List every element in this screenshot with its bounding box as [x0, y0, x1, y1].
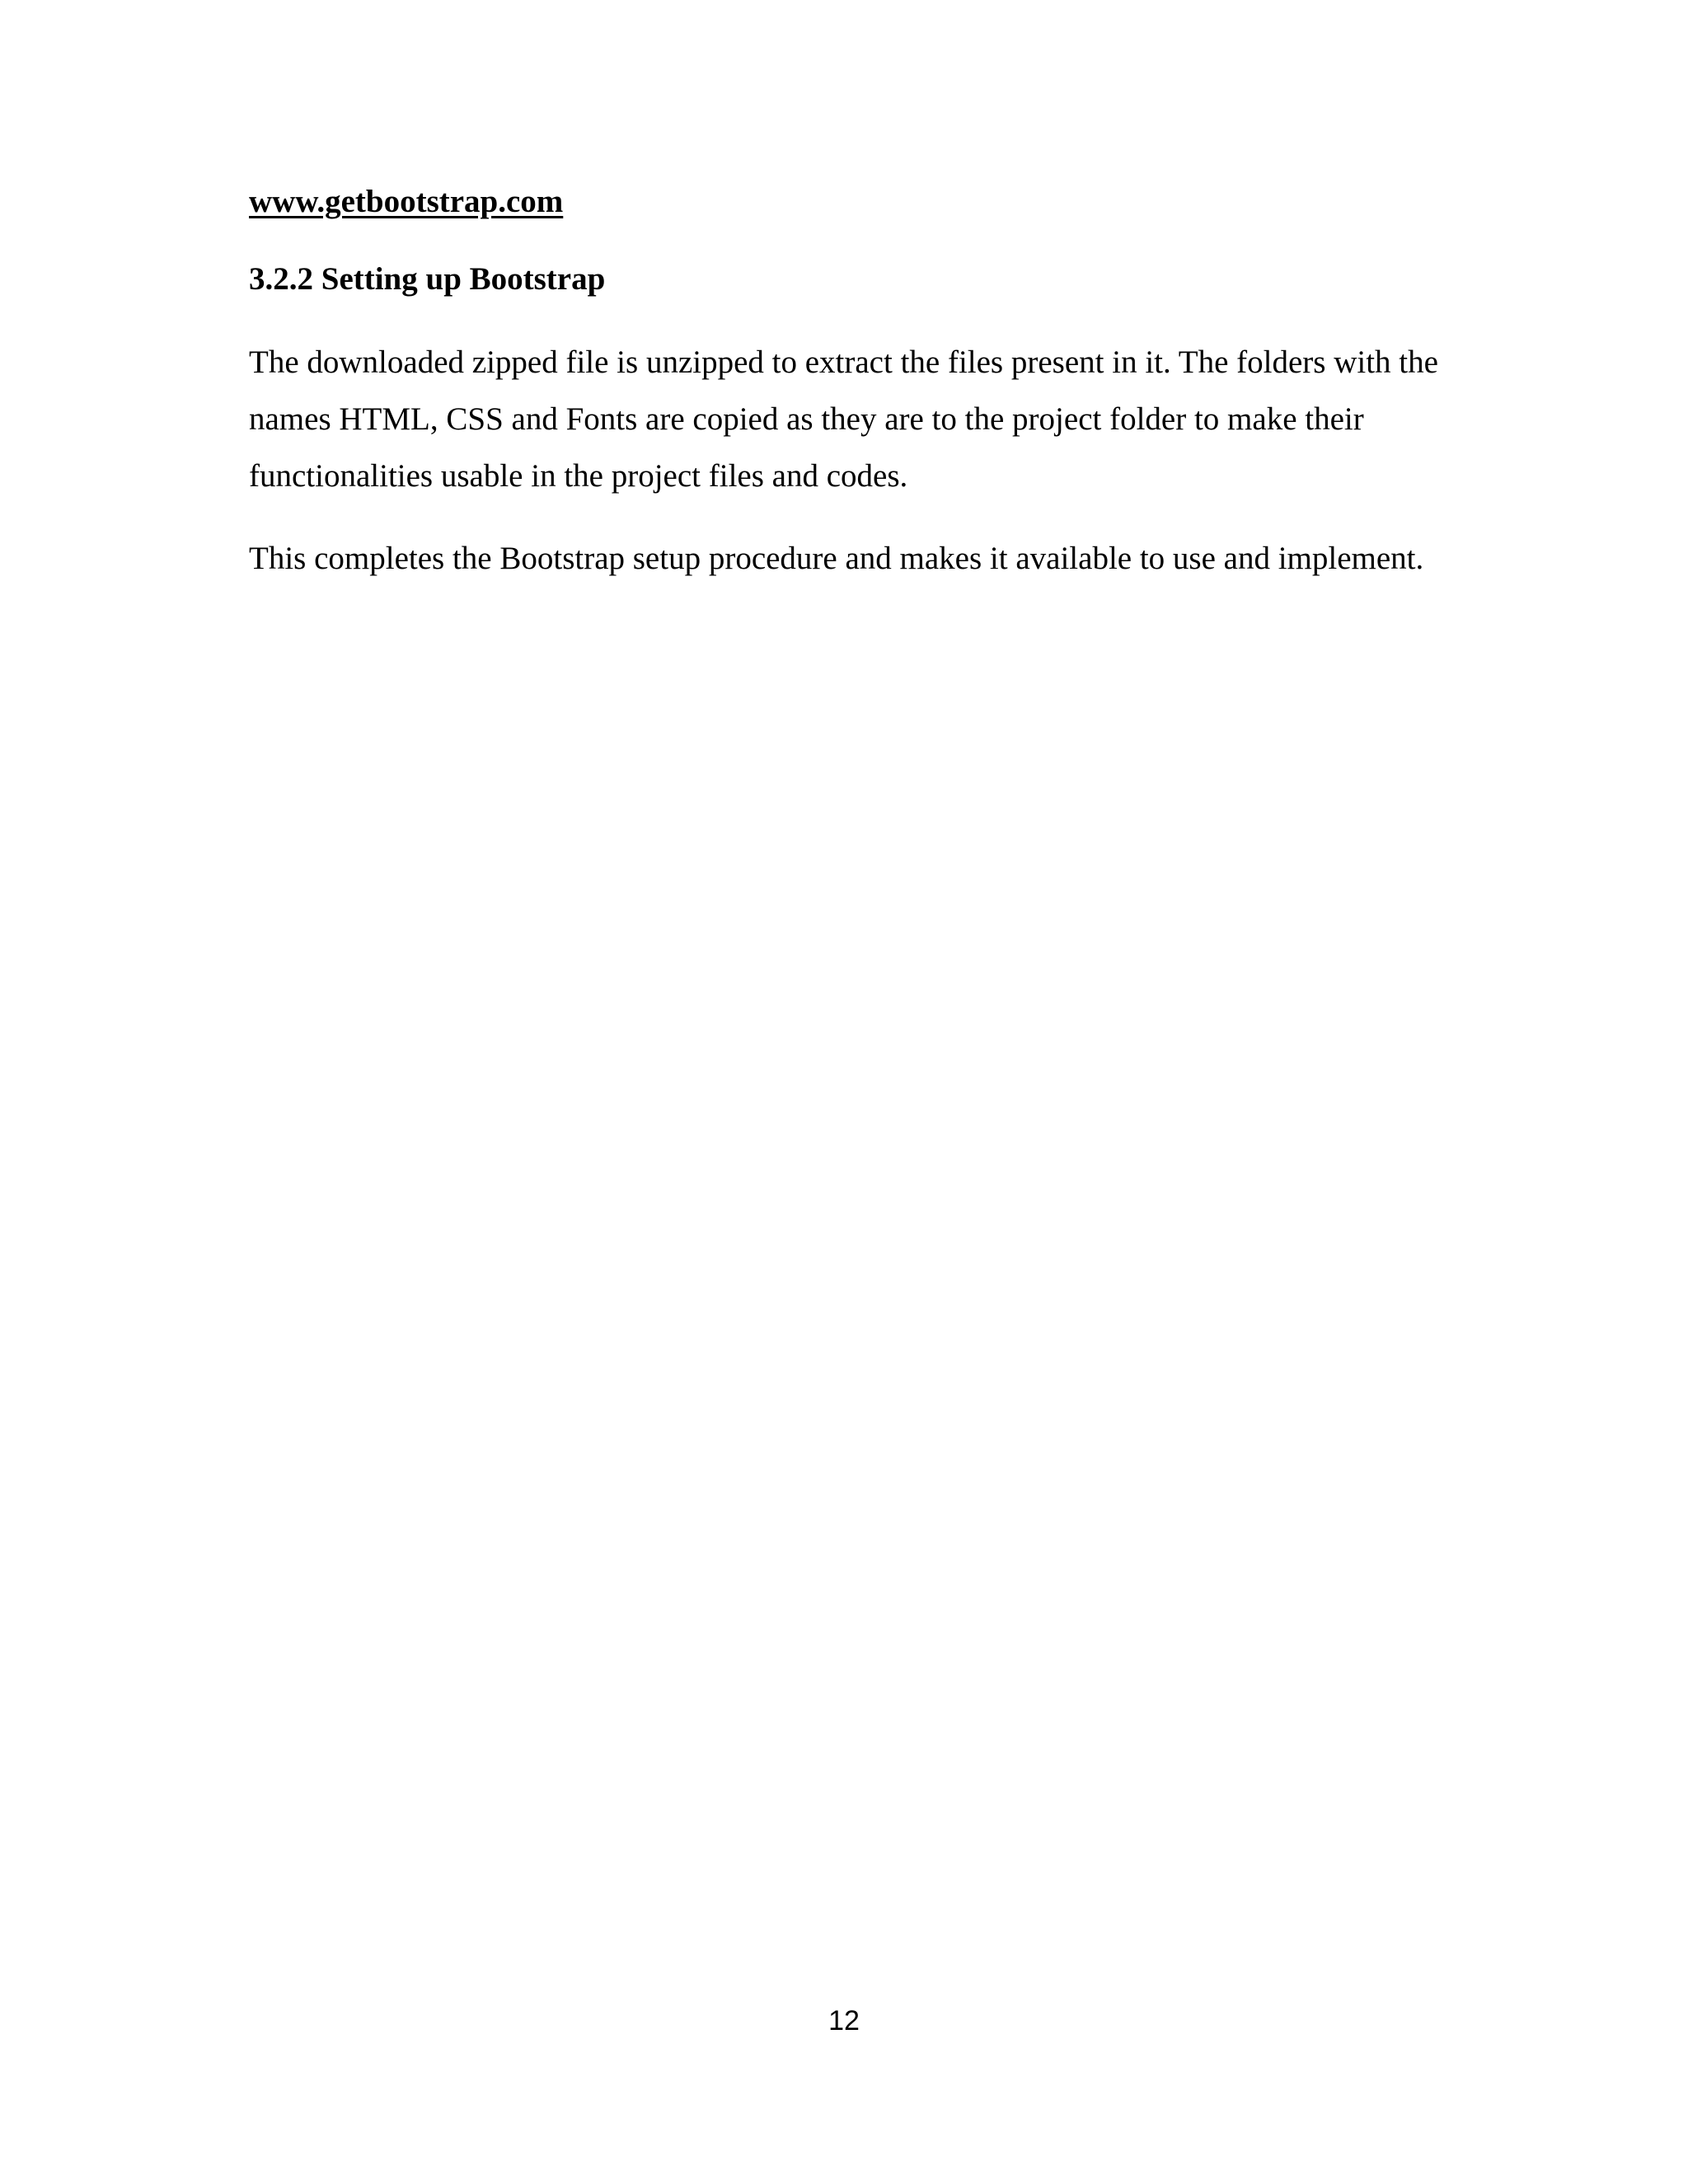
- page-number: 12: [828, 2005, 860, 2036]
- paragraph-setup-description: The downloaded zipped file is unzipped to extract the files present in it. The folders with the names HTML, CSS and Fonts are copied as they are to the project folder to make their functionalities usable in the project files and codes.: [249, 344, 1438, 494]
- paragraph-setup-completion: This completes the Bootstrap setup procedure and makes it available to use and implement.: [249, 540, 1424, 576]
- section-heading: 3.2.2 Setting up Bootstrap: [249, 260, 606, 297]
- page-content: [249, 183, 1469, 612]
- bootstrap-url-heading: www.getbootstrap.com: [249, 184, 564, 219]
